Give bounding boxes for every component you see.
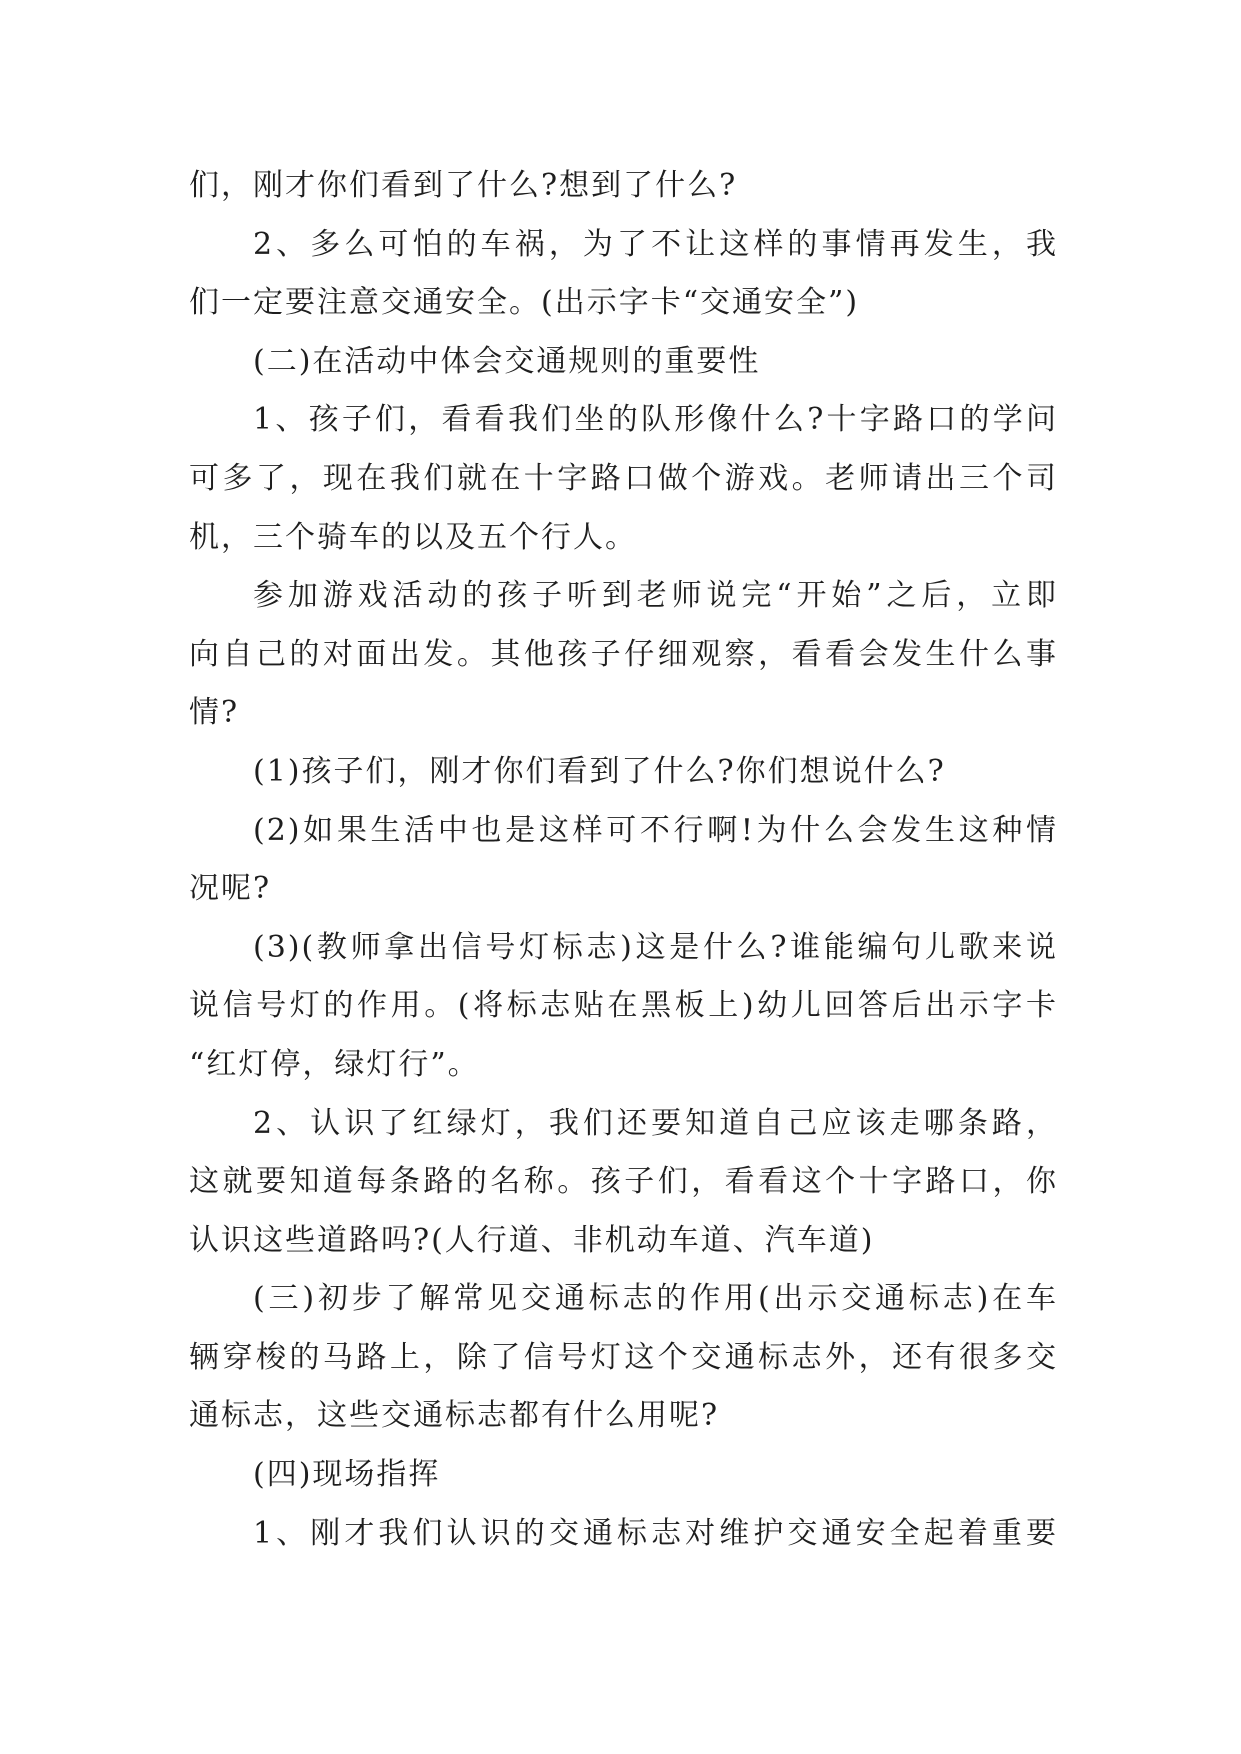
section-heading: (四)现场指挥 xyxy=(253,1457,441,1493)
text-line: 2、多么可怕的车祸，为了不让这样的事情再发生，我 xyxy=(253,226,1058,262)
text-line: (3)(教师拿出信号灯标志)这是什么?谁能编句儿歌来说 xyxy=(253,929,1058,965)
text-line: 参加游戏活动的孩子听到老师说完“开始”之后，立即 xyxy=(253,578,1058,614)
text-line: 辆穿梭的马路上，除了信号灯这个交通标志外，还有很多交 xyxy=(189,1339,1058,1375)
text-line: 可多了，现在我们就在十字路口做个游戏。老师请出三个司 xyxy=(189,460,1058,496)
text-line: 情? xyxy=(189,695,240,731)
section-heading: (三)初步了解常见交通标志的作用(出示交通标志)在车 xyxy=(253,1281,1058,1317)
section-heading: (二)在活动中体会交通规则的重要性 xyxy=(253,343,761,379)
text-line: (1)孩子们，刚才你们看到了什么?你们想说什么? xyxy=(253,753,946,789)
text-line: 1、刚才我们认识的交通标志对维护交通安全起着重要 xyxy=(253,1515,1058,1551)
body-text xyxy=(189,157,1058,1563)
text-line: 向自己的对面出发。其他孩子仔细观察，看看会发生什么事 xyxy=(189,636,1058,672)
text-line: (2)如果生活中也是这样可不行啊!为什么会发生这种情 xyxy=(253,812,1058,848)
text-line: 认识这些道路吗?(人行道、非机动车道、汽车道) xyxy=(189,1222,875,1258)
text-line: “红灯停，绿灯行”。 xyxy=(189,1046,480,1082)
text-line: 况呢? xyxy=(189,871,272,907)
text-line: 们，刚才你们看到了什么?想到了什么? xyxy=(189,168,738,203)
text-line: 2、认识了红绿灯，我们还要知道自己应该走哪条路， xyxy=(253,1105,1058,1141)
text-line: 机，三个骑车的以及五个行人。 xyxy=(189,519,637,555)
text-line: 1、孩子们，看看我们坐的队形像什么?十字路口的学问 xyxy=(253,402,1058,438)
text-line: 这就要知道每条路的名称。孩子们，看看这个十字路口，你 xyxy=(189,1164,1058,1200)
text-line: 们一定要注意交通安全。(出示字卡“交通安全”) xyxy=(189,285,860,321)
text-line: 通标志，这些交通标志都有什么用呢? xyxy=(189,1398,720,1434)
text-line: 说信号灯的作用。(将标志贴在黑板上)幼儿回答后出示字卡 xyxy=(189,988,1058,1024)
